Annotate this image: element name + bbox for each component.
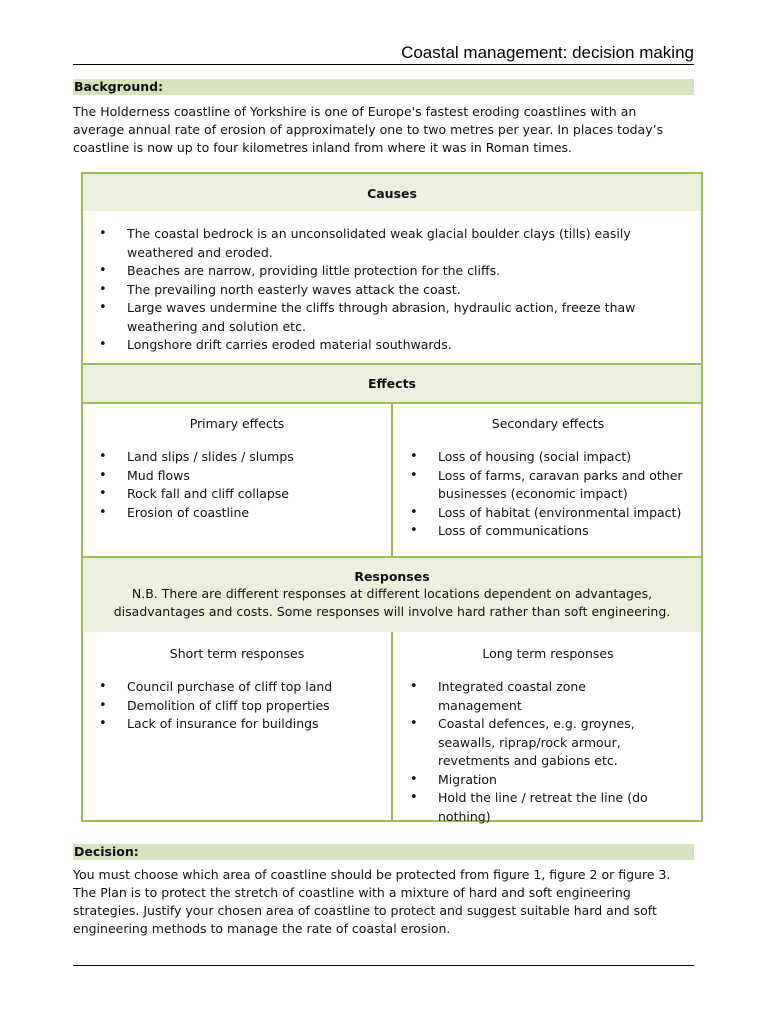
short-term-list: [99, 678, 379, 734]
decision-line: strategies. Justify your chosen area of coastline to protect and suggest suitable hard and soft: [73, 903, 657, 918]
decision-label: Decision:: [73, 844, 694, 860]
effects-title: Effects: [368, 376, 416, 391]
list-item: • Mud flows: [99, 467, 379, 486]
list-item: • Longshore drift carries eroded material southwards.: [99, 336, 659, 355]
effects-header-band: [83, 365, 701, 402]
secondary-effects-list: [410, 448, 690, 541]
list-item: • Large waves undermine the cliffs through abrasion, hydraulic action, freeze thaw weathering and solution etc.: [99, 299, 659, 336]
list-item: • Rock fall and cliff collapse: [99, 485, 379, 504]
list-item: • Loss of habitat (environmental impact): [410, 504, 690, 523]
list-item: • Council purchase of cliff top land: [99, 678, 379, 697]
background-text: [73, 103, 698, 157]
causes-header-band: [83, 174, 701, 211]
footer-divider: [73, 965, 694, 966]
background-line: average annual rate of erosion of approximately one to two metres per year. In places today’s: [73, 122, 664, 137]
background-line: coastline is now up to four kilometres inland from where it was in Roman times.: [73, 140, 573, 155]
list-item: • Loss of communications: [410, 522, 690, 541]
list-item: • Lack of insurance for buildings: [99, 715, 379, 734]
responses-title: Responses: [354, 569, 430, 584]
title-divider: [73, 64, 694, 65]
long-term-list: [410, 678, 670, 826]
causes-effects-responses-table: [81, 172, 703, 822]
list-item: • Migration: [410, 771, 670, 790]
primary-effects-list: [99, 448, 379, 522]
short-term-heading: Short term responses: [169, 646, 305, 661]
decision-text: [73, 866, 698, 938]
responses-note: [83, 585, 701, 620]
list-item: • Erosion of coastline: [99, 504, 379, 523]
list-item: • Land slips / slides / slumps: [99, 448, 379, 467]
background-label: Background:: [73, 79, 694, 95]
responses-header-band: [83, 558, 701, 632]
list-item: • Integrated coastal zone management: [410, 678, 670, 715]
list-item: • Demolition of cliff top properties: [99, 697, 379, 716]
decision-line: You must choose which area of coastline should be protected from figure 1, figure 2 or figure 3.: [73, 867, 671, 882]
decision-line: The Plan is to protect the stretch of coastline with a mixture of hard and soft engineering: [73, 885, 631, 900]
causes-list: [99, 225, 659, 355]
causes-title: Causes: [367, 186, 417, 201]
list-item: • Loss of farms, caravan parks and other businesses (economic impact): [410, 467, 690, 504]
list-item: • Coastal defences, e.g. groynes, seawalls, riprap/rock armour, revetments and gabions etc.: [410, 715, 670, 771]
primary-effects-heading: Primary effects: [189, 416, 285, 431]
decision-line: engineering methods to manage the rate of coastal erosion.: [73, 921, 451, 936]
background-line: The Holderness coastline of Yorkshire is one of Europe's fastest eroding coastlines with an: [73, 104, 637, 119]
note-line: N.B. There are different responses at different locations dependent on advantages,: [131, 586, 653, 601]
list-item: • Hold the line / retreat the line (do nothing): [410, 789, 648, 826]
list-item: • Loss of housing (social impact): [410, 448, 690, 467]
list-item: • The prevailing north easterly waves attack the coast.: [99, 281, 659, 300]
list-item: • Beaches are narrow, providing little protection for the cliffs.: [99, 262, 659, 281]
note-line: disadvantages and costs. Some responses will involve hard rather than soft engineering.: [113, 603, 671, 619]
page-title: Coastal management: decision making: [401, 43, 694, 62]
secondary-effects-heading: Secondary effects: [491, 416, 605, 431]
long-term-heading: Long term responses: [482, 646, 614, 661]
list-item: • The coastal bedrock is an unconsolidated weak glacial boulder clays (tills) easily weathered and eroded.: [99, 225, 659, 262]
